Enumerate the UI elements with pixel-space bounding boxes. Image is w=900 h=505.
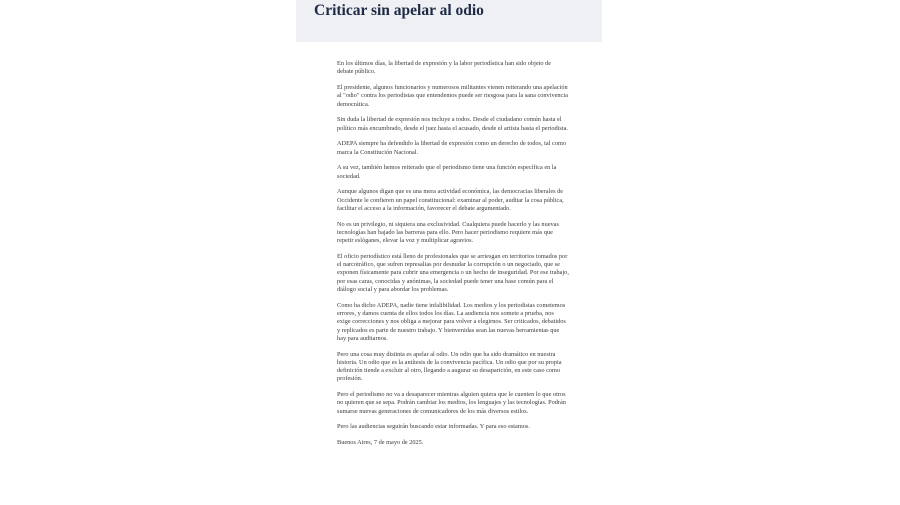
statement-body bbox=[337, 60, 569, 447]
paragraph: Como ha dicho ADEPA, nadie tiene infalibilidad. Los medios y los periodistas cometemos errores, y damos cuenta de ellos todos los días. La audiencia nos somete a prueba, nos exige correcciones y nos obliga a mejorar para volver a elegirnos. Ser criticados, debatidos y replicados es parte de nuestro trabajo. Y bienvenidas sean las nuevas herramientas que hay para auditarnos. bbox=[337, 301, 566, 342]
paragraph: ADEPA siempre ha defendido la libertad de expresión como un derecho de todos, tal como marca la Constitución Nacional. bbox=[337, 140, 567, 156]
paragraph: Aunque algunos digan que es una mera actividad económica, las democracias liberales de Occidente le confieren un papel constitucional: examinar al poder, auditar la cosa pública, facilitar el acceso a la información, favorecer el debate argumentado. bbox=[337, 188, 564, 212]
paragraph: Pero el periodismo no va a desaparecer mientras alguien quiera que le cuenten lo que otros no quieren que se sepa. Podrán cambiar los medios, los lenguajes y las tecnologías. Podrán sumarse nuevas generaciones de comunicadores de los más diversos estilos. bbox=[337, 391, 566, 415]
paragraph: No es un privilegio, ni siquiera una exclusividad. Cualquiera puede hacerlo y las nuevas tecnologías han bajado las barreras para ello. Pero hacer periodismo requiere más que repetir eslóganes, elevar la voz y multiplicar agravios. bbox=[337, 220, 559, 245]
place-date-line: Buenos Aires, 7 de mayo de 2025. bbox=[337, 439, 424, 447]
paragraph: Pero las audiencias seguirán buscando estar informadas. Y para eso estamos. bbox=[337, 423, 530, 431]
paragraph: En los últimos días, la libertad de expresión y la labor periodística han sido objeto de debate público. bbox=[337, 60, 552, 76]
paragraph: Sin duda la libertad de expresión nos incluye a todos. Desde el ciudadano común hasta el político más encumbrado, desde el juez hasta el acusado, desde el artista hasta el periodista. bbox=[337, 116, 568, 132]
paragraph: A su vez, también hemos reiterado que el periodismo tiene una función específica en la sociedad. bbox=[337, 164, 557, 180]
paragraph: El presidente, algunos funcionarios y numerosos militantes vienen reiterando una apelación al "odio" contra los periodistas que entendemos puede ser riesgosa para la sana convivencia democrática. bbox=[337, 83, 568, 108]
paragraph: Pero una cosa muy distinta es apelar al odio. Un odio que ha sido dramático en nuestra historia. Un odio que es la antítesis de la convivencia pacífica. Un odio que por su propia definición tiende a excluir al otro, llegando a augurar su desaparición, en este caso como profesión. bbox=[337, 350, 562, 383]
paragraph: El oficio periodístico está lleno de profesionales que se arriesgan en territorios tomados por el narcotráfico, que sufren represalias por desnudar la corrupción o un negociado, que se exponen físicamente para cubrir una emergencia o un hecho de inseguridad. Por ese trabajo, por esas caras, conocidas y anónimas, la sociedad puede tener una base común para el diálogo social y para abordar los problemas. bbox=[337, 252, 569, 293]
page-title: Criticar sin apelar al odio bbox=[314, 2, 484, 19]
